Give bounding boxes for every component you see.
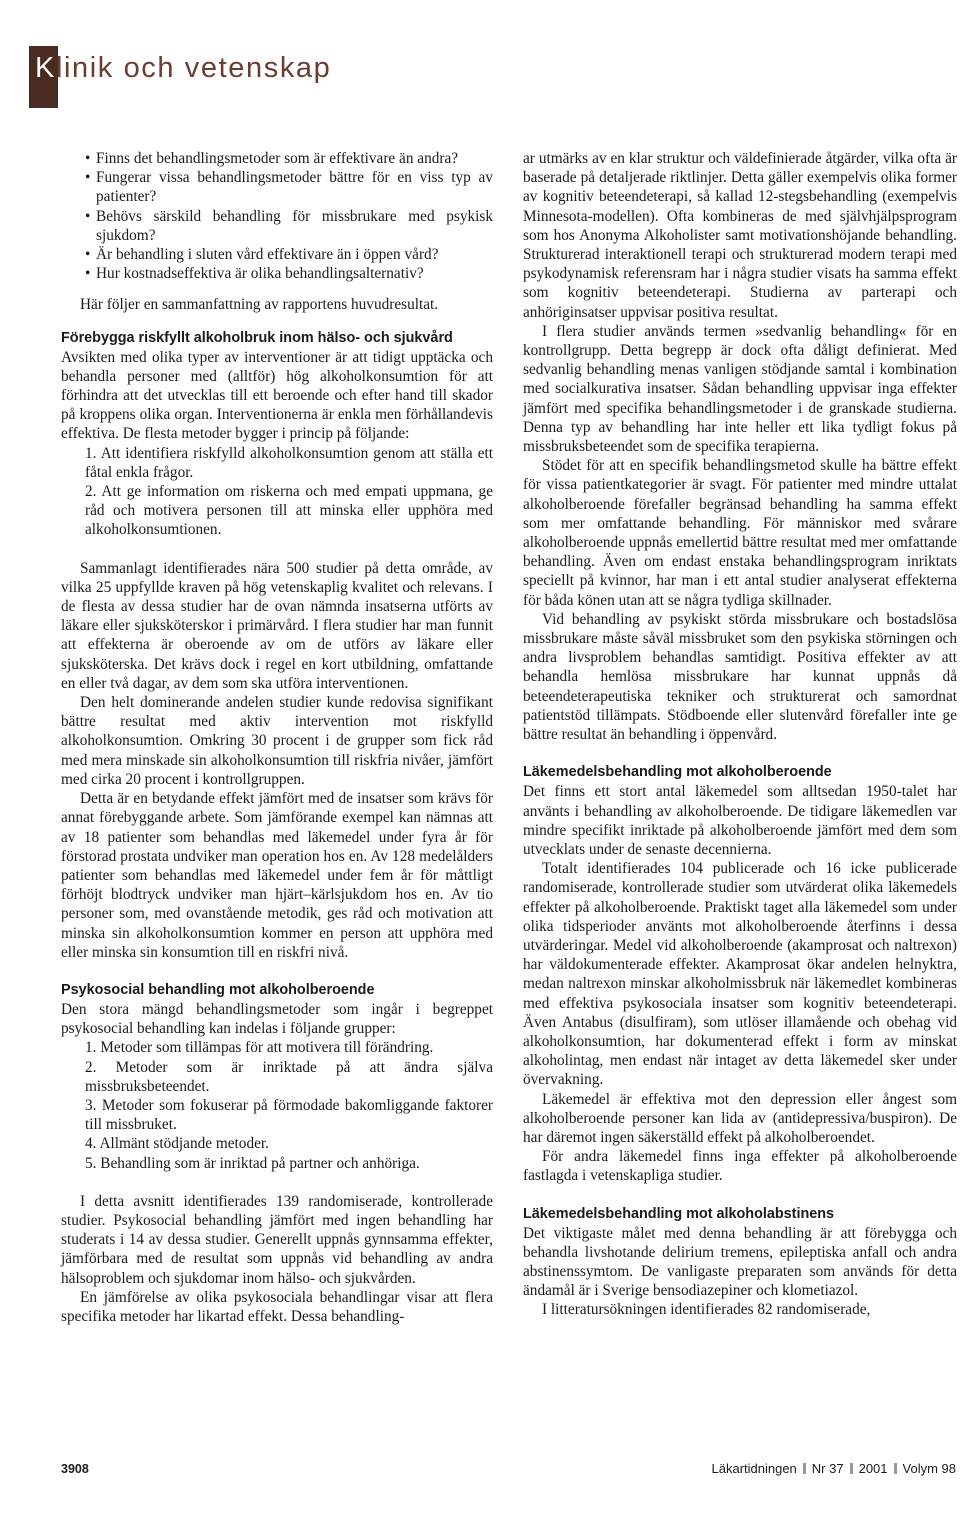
numbered-list [61, 444, 493, 540]
footer-separator [894, 1463, 897, 1474]
section-title-rest: linik och vetenskap [55, 52, 332, 84]
list-item: • Är behandling i sluten vård effektivare än i öppen vård? [85, 245, 493, 264]
paragraph: I flera studier används termen »sedvanlig behandling« för en kontrollgrupp. Detta begrepp är dock ofta dåligt definierat. Med sedvanlig behandling menas vanligen stödjande samtal i kombination med socialkurativa insatser. Sådan behandling uppvisar inga effekter jämfört med specifika behandlingsmetoder i de granskade studierna. Denna typ av behandling har inte heller ett lika tydligt fokus på missbruksbeteendet som de specifika terapierna. [523, 322, 957, 456]
section-heading: Läkemedelsbehandling mot alkoholabstinens [523, 1205, 835, 1222]
paragraph: Stödet för att en specifik behandlingsmetod skulle ha bättre effekt för vissa patientkategorier är svagt. För patienter med mindre uttalat alkoholberoende förefaller begränsad behandling ha samma effekt som mer omfattande behandling. För människor med svårare alkoholberoende uppnås emellertid bättre resultat med mer omfattande behandling. Även om endast enstaka behandlingsprogram inriktats speciellt på kvinnor, har man i ett antal studier analyserat effekterna för båda könen utan att se några tydliga skillnader. [523, 457, 957, 609]
section-heading: Läkemedelsbehandling mot alkoholberoende [523, 764, 832, 781]
paragraph: Vid behandling av psykiskt störda missbrukare och bostadslösa missbrukare måste såväl missbruket som den psykiska störningen och andra livsproblem behandlas samtidigt. Positiva effekter av att behandla hemlösa missbrukare har kunnat uppnås då beteendeterapeutiska tekniker och strukturerat och samordnat patientstöd tillämpats. Stödboende eller slutenvård förefaller inte ge bättre resultat än behandling i öppenvård. [523, 610, 957, 744]
paragraph: För andra läkemedel finns inga effekter på alkoholberoende fastlagda i vetenskapliga studier. [523, 1148, 957, 1185]
paragraph: Detta är en betydande effekt jämfört med de insatser som krävs för annat förebyggande arbete. Som jämförande exempel kan nämnas att av 18 patienter som behandlas med läkemedel under fyra år för förstorad prostata undviker man operation hos en. Av 128 medelålders patienter som behandlas med läkemedel under fem år för måttligt förhöjt blodtryck undviker man hjärt–kärlsjukdom hos en. Av tio personer som, med ovanstående metodik, ges råd och motivation att minska sin alkoholkonsumtion kommer en person att upphöra med eller minska sin konsumtion till en riskfri nivå. [61, 790, 493, 961]
paragraph: Det finns ett stort antal läkemedel som alltsedan 1950-talet har använts i behandling av alkoholberoende. De tidigare läkemedlen var mindre specifikt inriktade på alkoholberoende jämfört med dem som utvecklats under de senaste decennierna. [523, 783, 957, 858]
numbered-list [61, 1038, 493, 1172]
list-item: • Fungerar vissa behandlingsmetoder bättre för en viss typ av patienter? [85, 168, 493, 206]
section-title [35, 52, 331, 85]
paragraph: I litteratursökningen identifierades 82 randomiserade, [542, 1301, 871, 1319]
section-title-initial: K [35, 52, 56, 84]
page-number: 3908 [61, 1462, 89, 1476]
paragraph: Den stora mängd behandlingsmetoder som ingår i begreppet psykosocial behandling kan indelas i följande grupper: [61, 1000, 493, 1038]
footer-separator [803, 1463, 806, 1474]
list-item: 3. Metoder som fokuserar på förmodade bakomliggande faktorer till missbruket. [85, 1096, 493, 1134]
lead-sentence: Här följer en sammanfattning av rapportens huvudresultat. [80, 296, 439, 314]
paragraph: Läkemedel är effektiva mot den depression eller ångest som alkoholberoende personer kan lida av (antidepressiva/buspiron). De har däremot ingen säkerställd effekt på alkoholberoendet. [523, 1090, 957, 1146]
paragraph: Avsikten med olika typer av interventioner är att tidigt upptäcka och behandla personer med (alltför) hög alkoholkonsumtion för att förhindra att det utvecklas till ett beroende och efter hand till skador på kroppens olika organ. Interventionerna är enkla men förhållandevis effektiva. De flesta metoder bygger i princip på följande: [61, 348, 493, 443]
paragraph: Totalt identifierades 104 publicerade och 16 icke publicerade randomiserade, kontrollerade studier som utvärderat olika läkemedels effekter på alkoholberoende. Praktiskt taget alla läkemedel som under olika tidsperioder använts mot alkoholberoende återfinns i dessa utvärderingar. Medel vid alkoholberoende (akamprosat och naltrexon) har väldokumenterade effekter. Akamprosat ökar andelen helnyktra, medan naltrexon minskar alkoholmissbruk när läkemedlet kombineras med effektiva psykosociala insatser som kognitiv beteendeterapi. Även Antabus (disulfiram), som utlöser illamående och obehag vid alkoholkonsumtion, har dokumenterad effekt i form av minskat alkoholintag, men endast när intaget av detta läkemedel sker under övervakning. [523, 860, 957, 1089]
list-item: • Behövs särskild behandling för missbrukare med psykisk sjukdom? [85, 207, 493, 245]
year: 2001 [858, 1461, 888, 1476]
paragraph: Det viktigaste målet med denna behandling är att förebygga och behandla livshotande delirium tremens, epileptiska anfall och andra abstinenssymtom. De vanligaste preparaten som används för detta ändamål är i Sverige bensodiazepiner och klometiazol. [523, 1224, 957, 1300]
left-column [61, 149, 493, 1326]
list-item: 5. Behandling som är inriktad på partner och anhöriga. [85, 1154, 420, 1172]
section-heading: Psykosocial behandling mot alkoholberoende [61, 981, 375, 998]
issue-number: Nr 37 [811, 1461, 844, 1476]
right-column [523, 149, 957, 1320]
footer-separator [850, 1463, 853, 1474]
list-item: 1. Att identifiera riskfylld alkoholkonsumtion genom att ställa ett fåtal enkla frågor. [85, 444, 493, 481]
list-item: • Finns det behandlingsmetoder som är effektivare än andra? [85, 149, 493, 168]
journal-footer [712, 1461, 957, 1476]
list-item: 4. Allmänt stödjande metoder. [85, 1135, 269, 1153]
question-list [85, 149, 493, 283]
section-heading: Förebygga riskfyllt alkoholbruk inom hälso- och sjukvård [61, 329, 453, 346]
paragraph: En jämförelse av olika psykosociala behandlingar visar att flera specifika metoder har likartad effekt. Dessa behandling- [61, 1288, 493, 1325]
paragraph: I detta avsnitt identifierades 139 randomiserade, kontrollerade studier. Psykosocial behandling jämfört med ingen behandling har studerats i 14 av dessa studier. Generellt uppnås gynnsamma effekter, jämförbara med de resultat som uppnås vid behandling av andra hälsoproblem och sjukdomar inom hälso- och sjukvården. [61, 1192, 493, 1287]
paragraph: Sammanlagt identifierades nära 500 studier på detta område, av vilka 25 uppfyllde kraven på hög vetenskaplig kvalitet och relevans. I de flesta av dessa studier har de ovan nämnda insatserna utförts av läkare eller sjuksköterskor i primärvård. I flera studier har man funnit att effekterna är oberoende av om de utförs av läkare eller sjuksköterska. Det krävs dock i regel en kort utbildning, omfattande en eller två dagar, av dem som ska utföra interventionen. [61, 559, 493, 692]
paragraph: Den helt dominerande andelen studier kunde redovisa signifikant bättre resultat med aktiv intervention mot riskfylld alkoholkonsumtion. Omkring 30 procent i de grupper som fick råd med mera minskade sin alkoholkonsumtion till riskfria nivåer, jämfört med cirka 20 procent i kontrollgruppen. [61, 694, 493, 788]
list-item: 2. Metoder som är inriktade på att ändra själva missbruksbeteendet. [85, 1058, 493, 1095]
list-item: • Hur kostnadseffektiva är olika behandlingsalternativ? [85, 264, 493, 283]
list-item: 2. Att ge information om riskerna och med empati uppmana, ge råd och motivera personen till att minska eller upphöra med alkoholkonsumtionen. [85, 483, 493, 539]
journal-name: Läkartidningen [711, 1461, 797, 1476]
volume: Volym 98 [902, 1461, 956, 1476]
page-header [0, 0, 960, 148]
list-item: 1. Metoder som tillämpas för att motivera till förändring. [85, 1039, 434, 1057]
paragraph: ar utmärks av en klar struktur och väldefinierade åtgärder, vilka ofta är baserade på detaljerade riktlinjer. Detta gäller exempelvis olika former av kognitiv beteendeterapi, så kallad 12-stegsbehandling (exempelvis Minnesota-modellen). Ofta kombineras de med självhjälpsprogram som hos Anonyma Alkoholister samt motivationshöjande behandling. Strukturerad interaktionell terapi och strukturerad modern terapi med psykodynamisk referensram har i några studier visats ha samma effekt som kognitiv beteendeterapi. Studierna av parterapi och anhöriginsatser uppvisar positiva resultat. [523, 150, 957, 321]
